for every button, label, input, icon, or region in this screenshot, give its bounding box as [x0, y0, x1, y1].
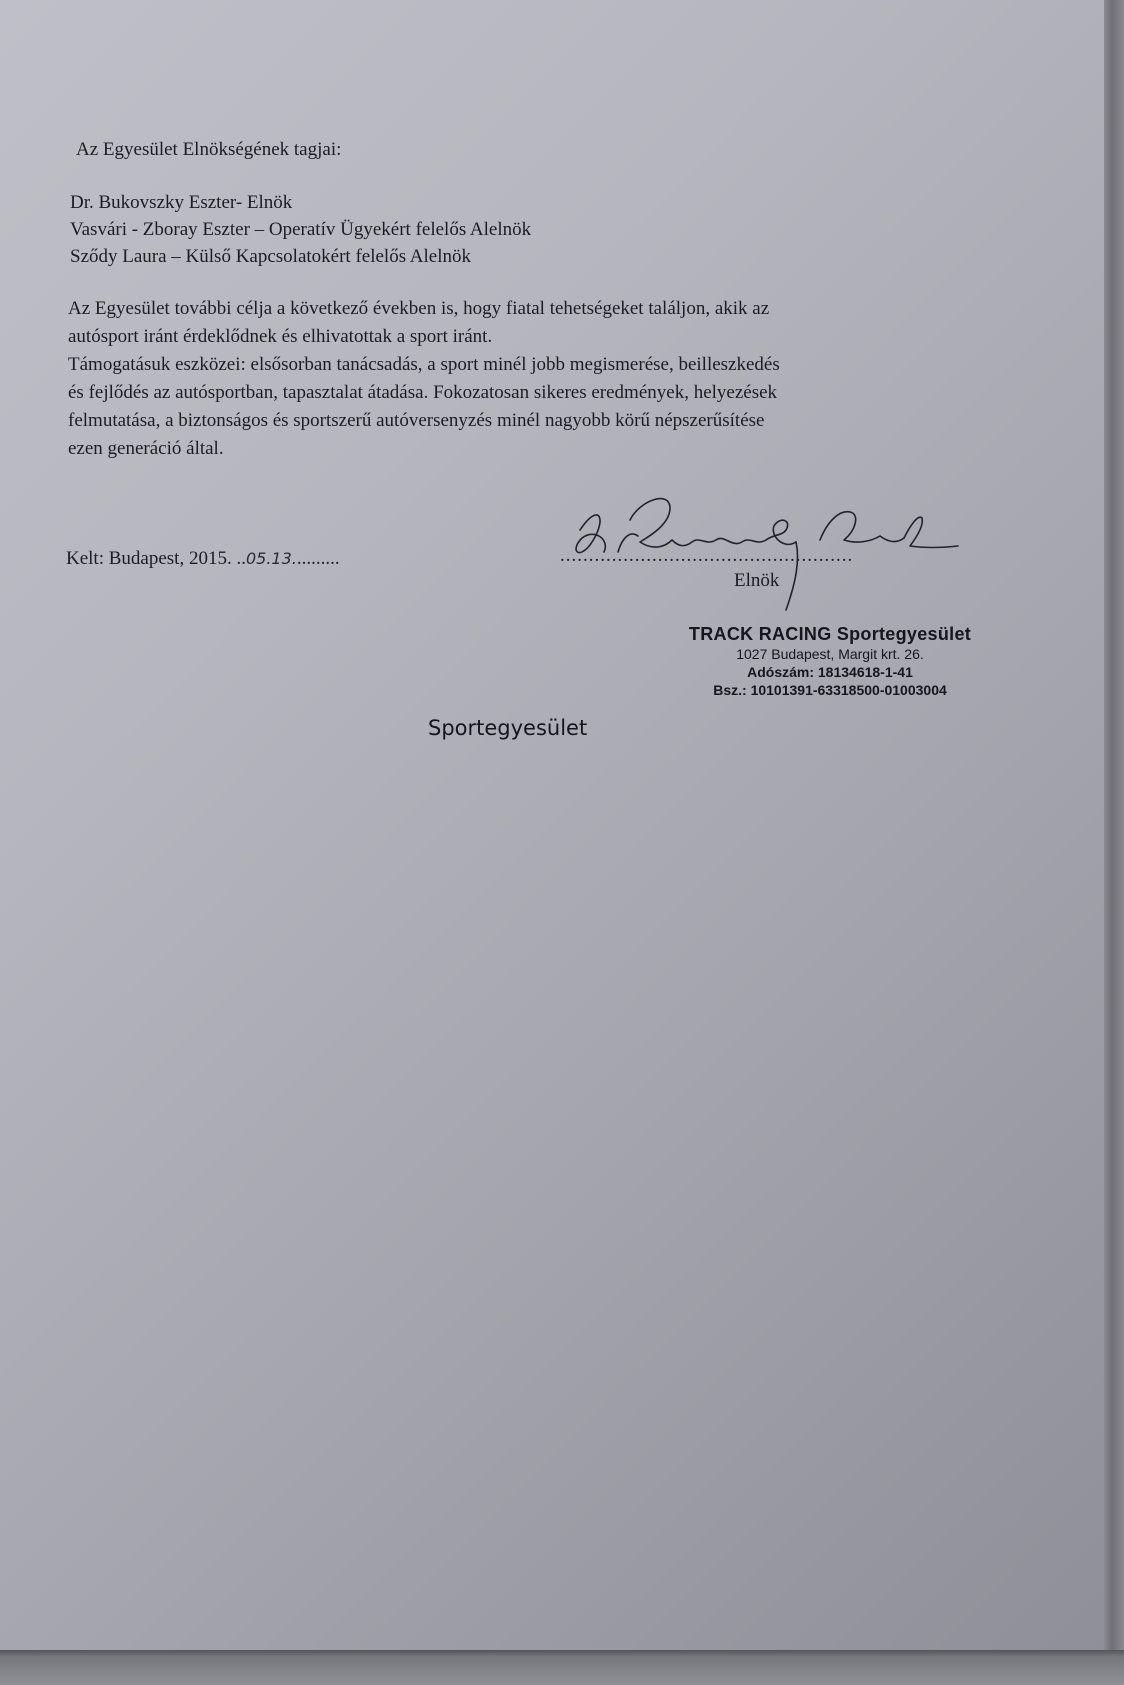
members-list	[70, 189, 531, 270]
stamp-address: 1027 Budapest, Margit krt. 26.	[736, 646, 924, 662]
paper-bottom-shadow	[0, 1650, 1124, 1685]
goals-paragraph	[68, 295, 780, 463]
organization-stamp	[660, 623, 1000, 699]
paragraph-line: Az Egyesület további célja a következő években is, hogy fiatal tehetségeket találjon, akik az	[68, 298, 770, 319]
members-heading: Az Egyesület Elnökségének tagjai:	[76, 139, 342, 160]
stamp-bank-account: Bsz.: 10101391-63318500-01003004	[713, 682, 947, 698]
member-president: Dr. Bukovszky Eszter- Elnök	[70, 192, 293, 213]
paper-edge-shadow	[1104, 0, 1124, 1685]
date-prefix: Kelt: Budapest, 2015. ..	[66, 548, 246, 569]
paragraph-line: és fejlődés az autósportban, tapasztalat átadása. Fokozatosan sikeres eredmények, helyezések	[68, 382, 778, 403]
signature-dots: ...................................................	[560, 545, 854, 566]
date-line	[66, 545, 340, 572]
member-vice-president-operations: Vasvári - Zboray Eszter – Operatív Ügyekért felelős Alelnök	[70, 219, 532, 240]
paragraph-line: autósport iránt érdeklődnek és elhivatottak a sport iránt.	[68, 326, 493, 347]
paragraph-line: felmutatása, a biztonságos és sportszerű autóversenyzés minél nagyobb körű népszerűsítése	[68, 410, 765, 431]
paragraph-line: Támogatásuk eszközei: elsősorban tanácsadás, a sport minél jobb megismerése, beilleszkedés	[68, 354, 780, 375]
paragraph-line: ezen generáció által.	[68, 438, 224, 459]
stamp-org-name: TRACK RACING Sportegyesület	[688, 624, 972, 644]
handwritten-signature	[560, 490, 980, 620]
signature-title: Elnök	[734, 570, 780, 591]
date-handwritten: 05.13.	[245, 549, 297, 568]
stamp-tax-number: Adószám: 18134618-1-41	[747, 664, 913, 680]
member-vice-president-external: Sződy Laura – Külső Kapcsolatokért felelős Alelnök	[70, 246, 472, 267]
date-suffix: .........	[296, 548, 340, 569]
sportegyesulet-label: Sportegyesület	[428, 716, 588, 740]
